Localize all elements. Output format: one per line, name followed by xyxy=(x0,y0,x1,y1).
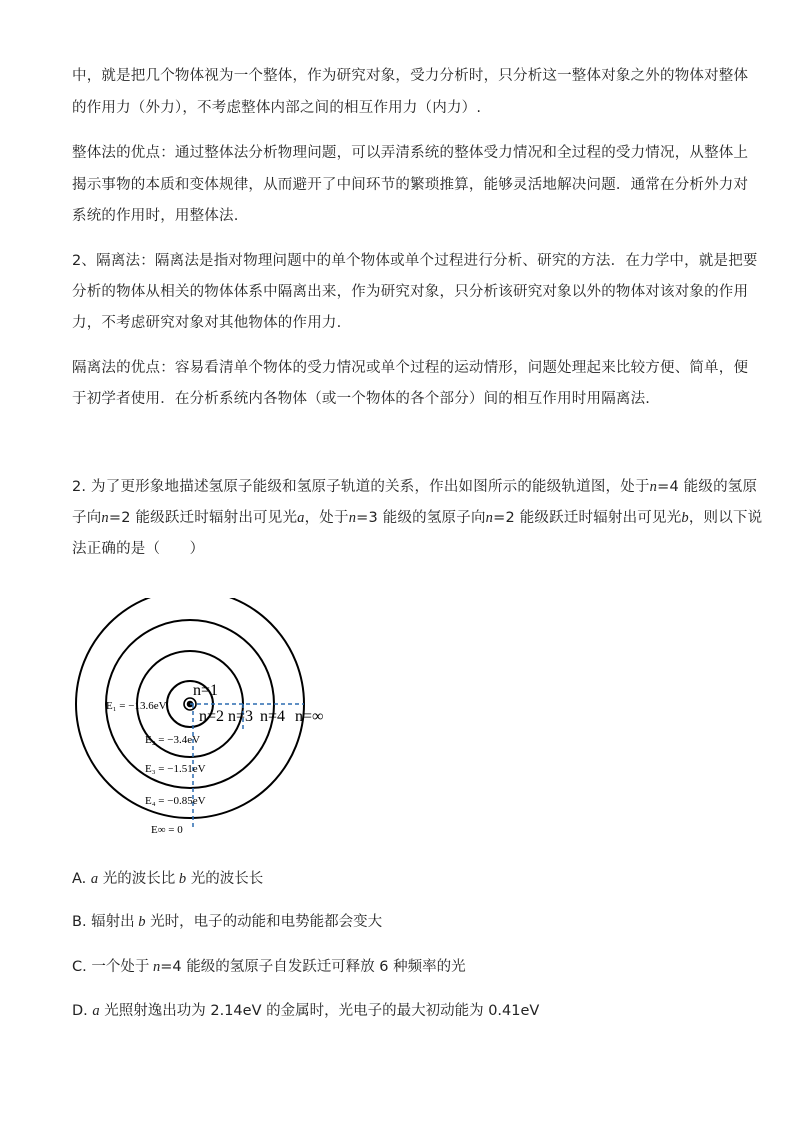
label-n3: n=3 xyxy=(228,708,254,725)
label-e4: E₄ = −0.85eV xyxy=(145,795,206,807)
energy-level-orbit-diagram xyxy=(72,598,344,848)
label-n4: n=4 xyxy=(260,708,286,725)
paragraph-4-line-2: 于初学者使用．在分析系统内各物体（或一个物体的各个部分）间的相互作用时用隔离法. xyxy=(72,391,651,407)
label-n1: n=1 xyxy=(193,682,219,699)
question-line-2: 子向n=2 能级跃迁时辐射出可见光a，处于n=3 能级的氢原子向n=2 能级跃迁时辐射出可见光b，则以下说 xyxy=(72,510,763,526)
label-e1: E₁ = −13.6eV xyxy=(106,700,167,712)
label-e3: E₃ = −1.51eV xyxy=(145,763,206,775)
paragraph-3-line-3: 力，不考虑研究对象对其他物体的作用力. xyxy=(72,315,342,331)
paragraph-1-line-2: 的作用力（外力），不考虑整体内部之间的相互作用力（内力）. xyxy=(72,100,482,116)
option-c: C. 一个处于 n=4 能级的氢原子自发跃迁可释放 6 种频率的光 xyxy=(72,959,466,975)
label-e2: E₂ = −3.4eV xyxy=(145,734,201,746)
paragraph-2-line-3: 系统的作用时，用整体法. xyxy=(72,208,239,224)
label-e-infinity: E∞ = 0 xyxy=(151,824,183,836)
paragraph-2-line-1: 整体法的优点：通过整体法分析物理问题，可以弄清系统的整体受力情况和全过程的受力情况，从整体上 xyxy=(72,145,749,161)
paragraph-4-line-1: 隔离法的优点：容易看清单个物体的受力情况或单个过程的运动情形，问题处理起来比较方便、简单，便 xyxy=(72,360,749,376)
option-a: A. a 光的波长比 b 光的波长长 xyxy=(72,871,264,887)
paragraph-2-line-2: 揭示事物的本质和变体规律，从而避开了中间环节的繁琐推算，能够灵活地解决问题．通常在分析外力对 xyxy=(72,177,749,193)
option-b: B. 辐射出 b 光时，电子的动能和电势能都会变大 xyxy=(72,914,383,930)
paragraph-3-line-1: 2、隔离法：隔离法是指对物理问题中的单个物体或单个过程进行分析、研究的方法．在力学中，就是把要 xyxy=(72,253,758,269)
question-line-1: 2. 为了更形象地描述氢原子能级和氢原子轨道的关系，作出如图所示的能级轨道图，处于n=4 能级的氢原 xyxy=(72,479,758,495)
paragraph-3-line-2: 分析的物体从相关的物体体系中隔离出来，作为研究对象，只分析该研究对象以外的物体对该对象的作用 xyxy=(72,284,749,300)
option-d: D. a 光照射逸出功为 2.14eV 的金属时，光电子的最大初动能为 0.41eV xyxy=(72,1003,540,1019)
label-n2: n=2 xyxy=(199,708,225,725)
paragraph-1-line-1: 中，就是把几个物体视为一个整体，作为研究对象，受力分析时，只分析这一整体对象之外的物体对整体 xyxy=(72,68,749,84)
label-n-infinity: n=∞ xyxy=(295,708,324,725)
question-line-3: 法正确的是（ ） xyxy=(72,541,205,557)
